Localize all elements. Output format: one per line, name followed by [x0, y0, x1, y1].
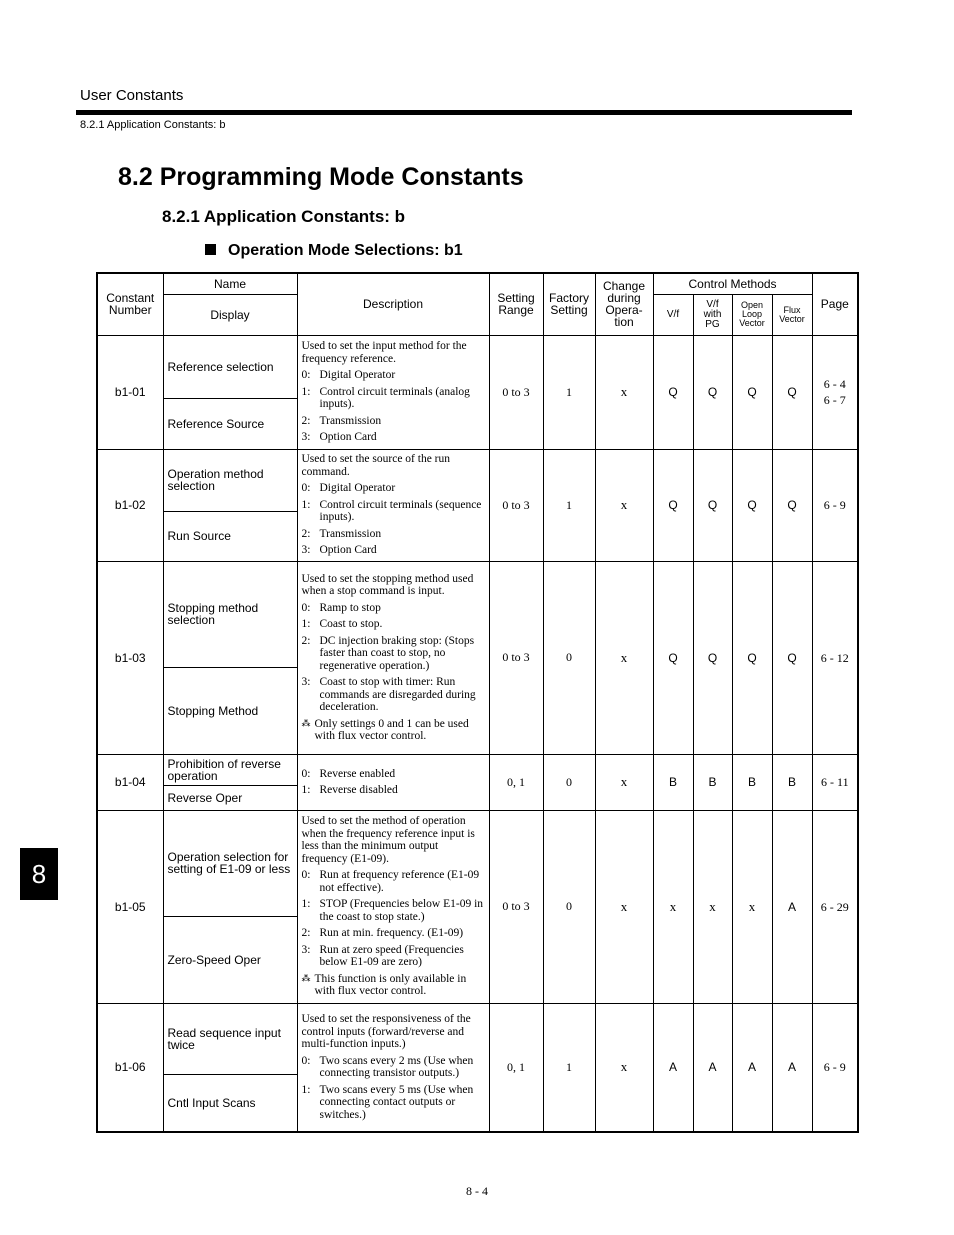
- option-key: 1:: [301, 498, 311, 511]
- option-key: 1:: [301, 385, 311, 398]
- description: [297, 561, 489, 754]
- header-vf-with-pg: V/f with PG: [693, 294, 732, 335]
- option-list: [302, 869, 485, 969]
- method-open-loop-vector: Q: [732, 449, 772, 561]
- option-item: [302, 869, 485, 894]
- option-item: [302, 528, 485, 541]
- option-text: STOP (Frequencies below E1-09 in the coast to stop state.): [319, 898, 484, 923]
- setting-range: 0, 1: [489, 754, 543, 810]
- option-item: [302, 1055, 485, 1080]
- param-display: Run Source: [163, 511, 297, 561]
- page-ref-item: 6 - 12: [820, 650, 849, 665]
- description: [297, 810, 489, 1003]
- setting-range: 0 to 3: [489, 810, 543, 1003]
- param-display: Reverse Oper: [163, 785, 297, 810]
- header-rule: [76, 110, 852, 115]
- method-flux-vector: A: [772, 810, 812, 1003]
- constant-number: b1-06: [97, 1003, 163, 1132]
- method-open-loop-vector: Q: [732, 335, 772, 449]
- method-vf-pg: Q: [693, 335, 732, 449]
- option-text: Reverse enabled: [319, 767, 396, 780]
- method-vf-pg: Q: [693, 449, 732, 561]
- table-row: [97, 810, 858, 916]
- page-ref: [812, 1003, 858, 1132]
- factory-setting: 0: [543, 561, 595, 754]
- group-heading: [205, 242, 463, 260]
- subsection-heading: 8.2.1 Application Constants: b: [162, 207, 406, 226]
- option-key: 0:: [301, 369, 311, 382]
- factory-setting: 0: [543, 810, 595, 1003]
- option-text: Reverse disabled: [319, 784, 398, 796]
- description: [297, 754, 489, 810]
- option-item: [302, 898, 485, 923]
- square-bullet-icon: [205, 244, 216, 255]
- factory-setting: 1: [543, 449, 595, 561]
- option-item: [302, 431, 485, 444]
- option-key: 0:: [301, 1054, 311, 1067]
- option-key: 3:: [301, 431, 311, 444]
- option-text: Coast to stop.: [319, 618, 383, 630]
- option-key: 2:: [301, 927, 311, 940]
- option-text: Run at min. frequency. (E1-09): [319, 927, 464, 940]
- method-flux-vector: Q: [772, 335, 812, 449]
- option-text: Option Card: [319, 431, 377, 444]
- option-text: Two scans every 5 ms (Use when connecting contact outputs or switches.): [319, 1083, 474, 1121]
- header-change-during-operation: Change during Opera- tion: [595, 273, 653, 335]
- param-name: Stopping method selection: [163, 561, 297, 667]
- option-key: 2:: [301, 527, 311, 540]
- asterisk-icon: ⁂: [301, 972, 311, 983]
- option-item: [302, 618, 485, 631]
- option-text: Run at frequency reference (E1-09 not effective).: [319, 869, 480, 894]
- method-open-loop-vector: x: [732, 810, 772, 1003]
- option-text: Transmission: [319, 527, 382, 540]
- footnote: [302, 718, 485, 743]
- option-item: [302, 482, 485, 495]
- section-heading: 8.2 Programming Mode Constants: [118, 163, 524, 191]
- header-vf: V/f: [653, 294, 693, 335]
- constant-number: b1-05: [97, 810, 163, 1003]
- header-setting-range: Setting Range: [489, 273, 543, 335]
- option-key: 0:: [301, 767, 311, 780]
- option-item: [302, 635, 485, 673]
- option-key: 3:: [301, 943, 311, 956]
- option-item: [302, 369, 485, 382]
- header-factory-setting: Factory Setting: [543, 273, 595, 335]
- option-text: Control circuit terminals (analog inputs).: [319, 385, 470, 411]
- option-item: [302, 784, 485, 797]
- setting-range: 0, 1: [489, 1003, 543, 1132]
- option-key: 0:: [301, 869, 311, 882]
- description-intro: Used to set the input method for the frequency reference.: [301, 340, 467, 365]
- description-intro: Used to set the responsiveness of the control inputs (forward/reverse and multi-function inputs.): [301, 1013, 471, 1051]
- change-during-operation: x: [595, 754, 653, 810]
- method-vf: x: [653, 810, 693, 1003]
- header-open-loop-vector: Open Loop Vector: [732, 294, 772, 335]
- constant-number: b1-02: [97, 449, 163, 561]
- header-display: Display: [163, 294, 297, 335]
- footnote-text: Only settings 0 and 1 can be used with flux vector control.: [314, 717, 469, 742]
- option-list: [302, 369, 485, 444]
- option-item: [302, 944, 485, 969]
- header-control-methods: Control Methods: [653, 273, 812, 294]
- option-text: Digital Operator: [319, 369, 396, 382]
- method-open-loop-vector: Q: [732, 561, 772, 754]
- option-item: [302, 499, 485, 524]
- option-key: 0:: [301, 601, 311, 614]
- setting-range: 0 to 3: [489, 449, 543, 561]
- param-display: Reference Source: [163, 398, 297, 449]
- constant-number: b1-04: [97, 754, 163, 810]
- page-ref-item: 6 - 9: [823, 1060, 846, 1075]
- header-flux-vector: Flux Vector: [772, 294, 812, 335]
- description: [297, 335, 489, 449]
- group-heading-text: Operation Mode Selections: b1: [228, 242, 463, 259]
- option-list: [302, 602, 485, 714]
- constants-table: [96, 272, 859, 1133]
- option-key: 2:: [301, 414, 311, 427]
- page-ref-item: 6 - 11: [821, 775, 849, 789]
- table-row: [97, 561, 858, 667]
- page-ref: [812, 335, 858, 449]
- option-key: 3:: [301, 676, 311, 688]
- option-list: [302, 482, 485, 557]
- option-key: 1:: [301, 898, 311, 911]
- method-vf: B: [653, 754, 693, 810]
- method-open-loop-vector: A: [732, 1003, 772, 1132]
- factory-setting: 1: [543, 1003, 595, 1132]
- page-ref: [812, 810, 858, 1003]
- option-key: 3:: [301, 544, 311, 557]
- option-item: [302, 676, 485, 714]
- param-name: Operation method selection: [163, 449, 297, 511]
- method-vf: Q: [653, 449, 693, 561]
- method-flux-vector: A: [772, 1003, 812, 1132]
- option-item: [302, 386, 485, 411]
- option-text: DC injection braking stop: (Stops faster than coast to stop, no regenerative operation.): [319, 634, 475, 672]
- option-text: Option Card: [319, 544, 377, 557]
- setting-range: 0 to 3: [489, 335, 543, 449]
- running-header-title: User Constants: [80, 87, 184, 104]
- page-ref: [812, 754, 858, 810]
- chapter-tab: 8: [20, 848, 58, 900]
- option-item: [302, 1084, 485, 1122]
- description: [297, 449, 489, 561]
- change-during-operation: x: [595, 1003, 653, 1132]
- page-ref: [812, 561, 858, 754]
- option-key: 1:: [301, 618, 311, 630]
- option-text: Digital Operator: [319, 482, 396, 495]
- option-key: 1:: [301, 1083, 311, 1096]
- change-during-operation: x: [595, 561, 653, 754]
- page-ref-item: 6 - 9: [823, 498, 846, 512]
- option-item: [302, 415, 485, 428]
- footnote-text: This function is only available in with flux vector control.: [314, 972, 467, 998]
- option-key: 2:: [301, 634, 311, 647]
- option-key: 0:: [301, 482, 311, 495]
- description: [297, 1003, 489, 1132]
- param-name: Prohibition of reverse operation: [163, 754, 297, 785]
- option-item: [302, 544, 485, 557]
- change-during-operation: x: [595, 810, 653, 1003]
- param-name: Read sequence input twice: [163, 1003, 297, 1074]
- option-text: Ramp to stop: [319, 601, 381, 614]
- constant-number: b1-01: [97, 335, 163, 449]
- method-vf-pg: B: [693, 754, 732, 810]
- method-vf: A: [653, 1003, 693, 1132]
- option-text: Transmission: [319, 414, 382, 427]
- description-intro: Used to set the source of the run command.: [301, 453, 451, 478]
- method-flux-vector: B: [772, 754, 812, 810]
- option-item: [302, 927, 485, 940]
- table-row: [97, 449, 858, 511]
- description-intro: Used to set the stopping method used when a stop command is input.: [301, 572, 474, 597]
- option-key: 1:: [301, 784, 311, 796]
- method-flux-vector: Q: [772, 449, 812, 561]
- running-header-subsection: 8.2.1 Application Constants: b: [80, 119, 226, 131]
- param-display: Stopping Method: [163, 667, 297, 754]
- method-vf-pg: A: [693, 1003, 732, 1132]
- change-during-operation: x: [595, 335, 653, 449]
- page-number: 8 - 4: [466, 1184, 488, 1198]
- change-during-operation: x: [595, 449, 653, 561]
- method-flux-vector: Q: [772, 561, 812, 754]
- option-list: [302, 1055, 485, 1122]
- table-row: [97, 754, 858, 785]
- setting-range: 0 to 3: [489, 561, 543, 754]
- page-ref-item: 6 - 7: [823, 393, 846, 407]
- option-text: Two scans every 2 ms (Use when connecting transistor outputs.): [319, 1054, 474, 1080]
- option-text: Run at zero speed (Frequencies below E1-09 are zero): [319, 943, 464, 969]
- factory-setting: 1: [543, 335, 595, 449]
- factory-setting: 0: [543, 754, 595, 810]
- param-display: Cntl Input Scans: [163, 1074, 297, 1132]
- page-ref: [812, 449, 858, 561]
- header-description: Description: [297, 273, 489, 335]
- option-text: Coast to stop with timer: Run commands are disregarded during deceleration.: [319, 676, 476, 713]
- header-name: Name: [163, 273, 297, 294]
- option-list: [302, 768, 485, 797]
- description-intro: Used to set the method of operation when the frequency reference input is less than the minimum output frequency (E1-09).: [301, 815, 475, 865]
- option-text: Control circuit terminals (sequence inputs).: [319, 498, 482, 524]
- header-page: Page: [812, 273, 858, 335]
- asterisk-icon: ⁂: [301, 717, 311, 728]
- footnote: [302, 973, 485, 998]
- param-display: Zero-Speed Oper: [163, 916, 297, 1003]
- header-constant-number: Constant Number: [97, 273, 163, 335]
- method-open-loop-vector: B: [732, 754, 772, 810]
- table-row: [97, 335, 858, 398]
- page-ref-item: 6 - 29: [820, 899, 849, 914]
- method-vf: Q: [653, 335, 693, 449]
- param-name: Reference selection: [163, 335, 297, 398]
- constant-number: b1-03: [97, 561, 163, 754]
- method-vf-pg: Q: [693, 561, 732, 754]
- option-item: [302, 768, 485, 781]
- method-vf-pg: x: [693, 810, 732, 1003]
- page-ref-item: 6 - 4: [823, 377, 846, 391]
- method-vf: Q: [653, 561, 693, 754]
- param-name: Operation selection for setting of E1-09 or less: [163, 810, 297, 916]
- option-item: [302, 602, 485, 615]
- table-row: [97, 1003, 858, 1074]
